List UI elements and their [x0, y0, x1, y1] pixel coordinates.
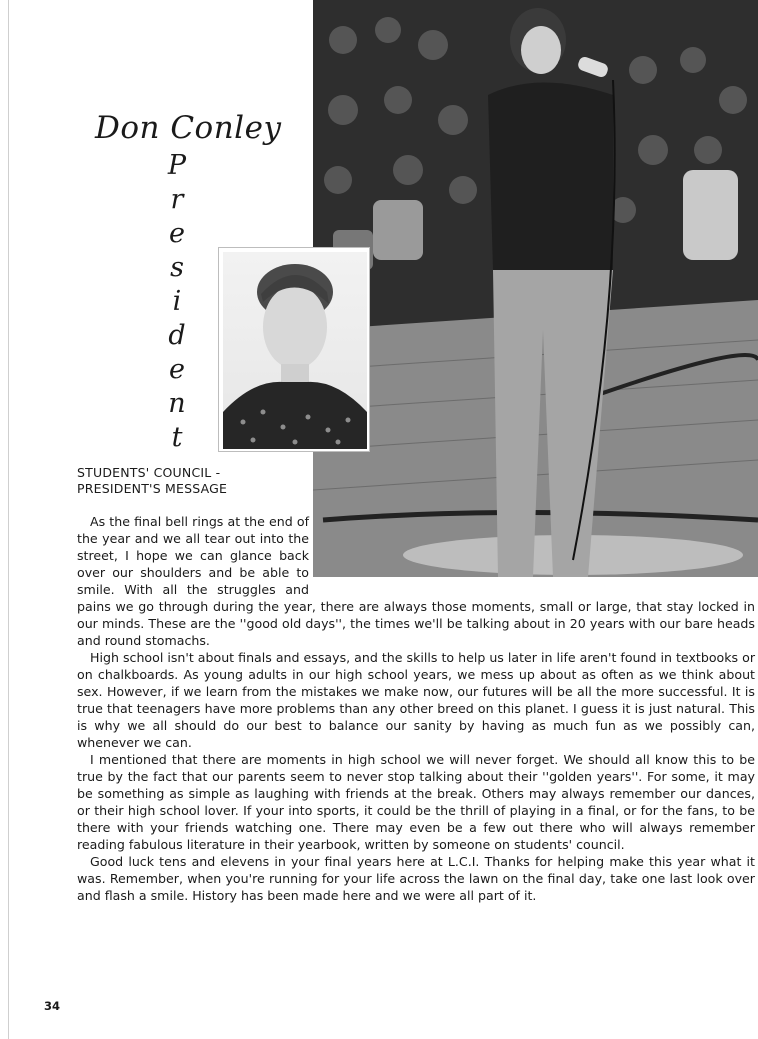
- role-title-vertical: [163, 149, 191, 455]
- heading-line: STUDENTS' COUNCIL -: [77, 465, 221, 480]
- role-letter: e: [169, 218, 185, 249]
- role-letter: e: [169, 354, 185, 385]
- role-letter: s: [170, 252, 184, 283]
- role-letter: n: [168, 388, 186, 419]
- page-edge-line: [8, 0, 9, 1039]
- portrait-photo: [219, 248, 369, 451]
- message-paragraph: High school isn't about finals and essays, and the skills to help us later in life aren't found in textbooks or on chalkboards. As young adults in our high school years, we mess up about as often as we think about sex. However, if we learn from the mistakes we make now, our futures will be all the more successful. It is true that teenagers have more problems than any other breed on this planet. I guess it is just natural. This is why we all should do our best to balance our sanity by having as much fun as we possibly can, whenever we can.: [77, 650, 755, 750]
- message-paragraph: I mentioned that there are moments in high school we will never forget. We should all know this to be true by the fact that our parents seem to never stop talking about their ''golden years''. For some, it may be something as simple as laughing with friends at the break. Others may always remember our dances, or their high school lover. If your into sports, it could be the thrill of playing in a final, or for the fans, to be there with your friends watching one. There may even be a few out there who will always remember reading fabulous literature in their yearbook, written by someone on students' council.: [77, 752, 755, 852]
- message-paragraph: Good luck tens and elevens in your final years here at L.C.I. Thanks for helping make this year what it was. Remember, when you're running for your life across the lawn on the final day, take one last look over and flash a smile. History has been made here and we were all part of it.: [77, 854, 755, 903]
- role-letter: r: [170, 184, 184, 215]
- role-letter: i: [172, 286, 182, 317]
- role-letter: t: [171, 422, 183, 453]
- message-paragraph: As the final bell rings at the end of the year and we all tear out into the street, I hope we can glance back over our shoulders and be able to smile. With all the struggles and pains we go through during the year, there are always those moments, small or large, that stay locked in our minds. These are the ''good old days'', the times we'll be talking about in 20 years with our bare heads and round stomachs.: [77, 514, 755, 648]
- assembly-photo: [313, 0, 758, 577]
- role-letter: P: [167, 150, 187, 181]
- section-heading: [77, 465, 307, 497]
- assembly-photo-illustration: [313, 0, 758, 577]
- heading-line: PRESIDENT'S MESSAGE: [77, 481, 228, 496]
- role-letter: d: [168, 320, 186, 351]
- message-body: [77, 513, 755, 904]
- student-name: Don Conley: [95, 110, 282, 146]
- portrait-illustration: [223, 252, 367, 449]
- page-number: 34: [44, 999, 61, 1013]
